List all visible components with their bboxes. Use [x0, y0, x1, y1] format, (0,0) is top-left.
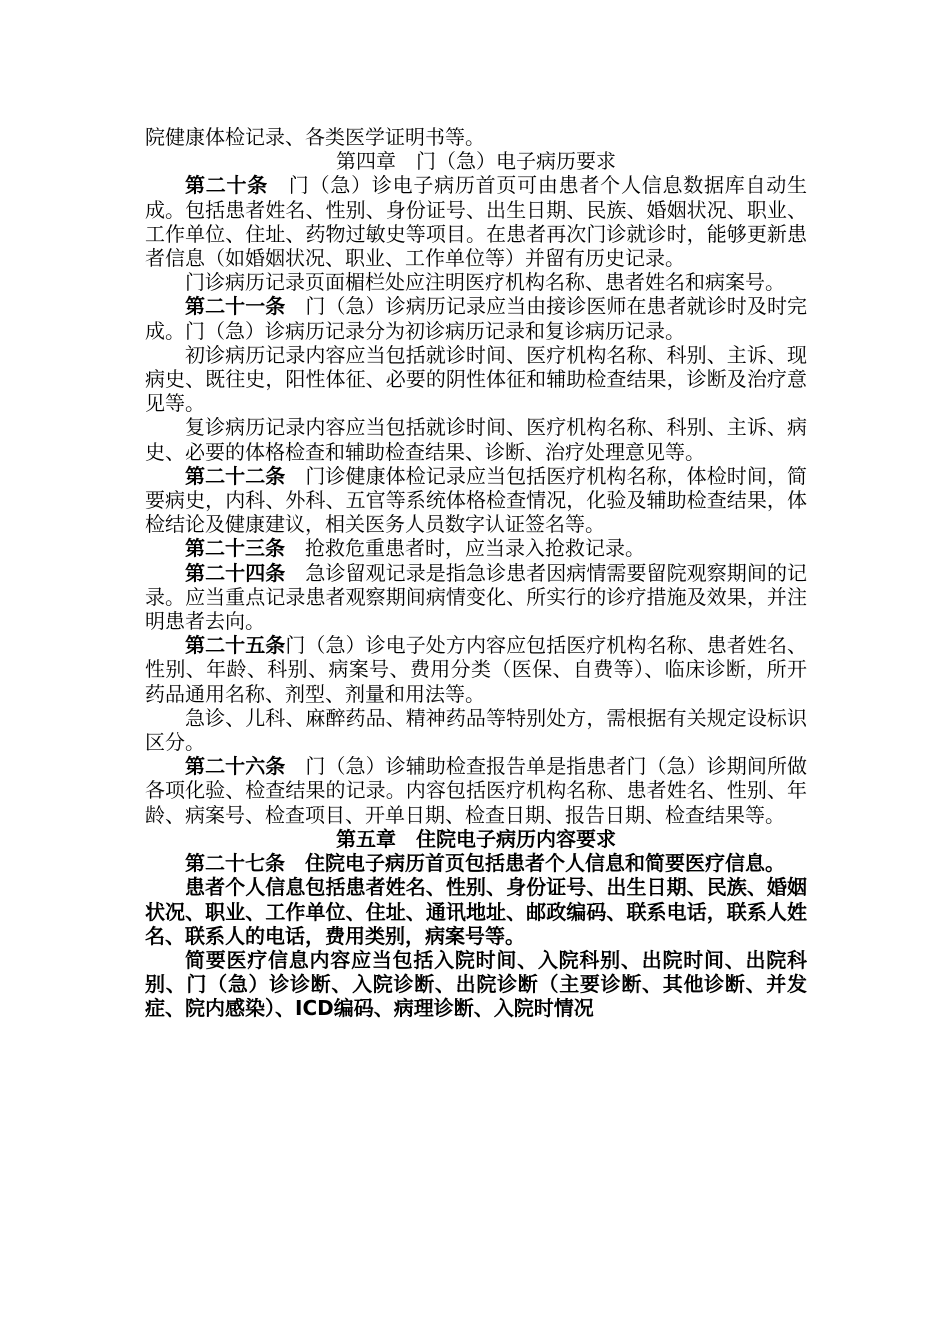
paragraph-text: 患者个人信息包括患者姓名、性别、身份证号、出生日期、民族、婚姻状况、职业、工作单位、住址、通讯地址、邮政编码、联系电话，联系人姓名、联系人的电话，费用类别，病案号等。: [145, 875, 807, 948]
article-text: 门（急）诊电子处方内容应包括医疗机构名称、患者姓名、性别、年龄、科别、病案号、费用分类（医保、自费等）、临床诊断，所开药品通用名称、剂型、剂量和用法等。: [145, 633, 808, 706]
article-text: 门（急）诊病历记录应当由接诊医师在患者就诊时及时完成。门（急）诊病历记录分为初诊病历记录和复诊病历记录。: [145, 294, 808, 343]
paragraph-text: 院健康体检记录、各类医学证明书等。: [145, 125, 485, 149]
paragraph-text: 急诊、儿科、麻醉药品、精神药品等特别处方，需根据有关规定设标识区分。: [145, 705, 807, 755]
article-number: 第二十一条: [185, 294, 286, 319]
article-text: 门（急）诊电子病历首页可由患者个人信息数据库自动生成。包括患者姓名、性别、身份证号、出生日期、民族、婚姻状况、职业、工作单位、住址、药物过敏史等项目。在患者再次门诊就诊时，能够更新患者信息（如婚姻状况、职业、工作单位等）并留有历史记录。: [145, 173, 808, 271]
paragraph-15: [145, 875, 807, 948]
paragraph-5: [145, 343, 807, 416]
article-21: [145, 294, 807, 342]
article-number: 第二十四条: [185, 560, 286, 585]
paragraph-11: [145, 706, 807, 754]
document-page: [145, 125, 807, 1021]
article-27: [145, 851, 807, 875]
article-text: 急诊留观记录是指急诊患者因病情需要留院观察期间的记录。应当重点记录患者观察期间病情变化、所实行的诊疗措施及效果，并注明患者去向。: [145, 560, 808, 634]
article-number: 第二十二条: [185, 463, 286, 488]
article-text: 抢救危重患者时，应当录入抢救记录。: [285, 536, 645, 561]
paragraph-3: [145, 270, 807, 294]
article-number: 第二十六条: [185, 754, 286, 779]
paragraph-text: 门诊病历记录页面楣栏处应注明医疗机构名称、患者姓名和病案号。: [185, 270, 785, 295]
paragraph-text: 简要医疗信息内容应当包括入院时间、入院科别、出院时间、出院科别、门（急）诊诊断、入院诊断、出院诊断（主要诊断、其他诊断、并发症、院内感染）、ICD编码、病理诊断、入院时情况: [145, 947, 807, 1021]
paragraph-text: 复诊病历记录内容应当包括就诊时间、医疗机构名称、科别、主诉、病史、必要的体格检查和辅助检查结果、诊断、治疗处理意见等。: [145, 415, 807, 464]
article-22: [145, 464, 807, 537]
paragraph-16: [145, 948, 807, 1021]
article-number: 第二十五条: [185, 633, 286, 658]
article-23: [145, 536, 807, 560]
chapter-heading-5: [145, 827, 807, 851]
article-26: [145, 754, 807, 827]
article-20: [145, 173, 807, 270]
heading-text: 第四章 门（急）电子病历要求: [336, 149, 616, 174]
heading-text: 第五章 住院电子病历内容要求: [336, 826, 616, 851]
article-25: [145, 633, 807, 706]
article-text: 门诊健康体检记录应当包括医疗机构名称，体检时间，简要病史，内科、外科、五官等系统体格检查情况，化验及辅助检查结果，体检结论及健康建议，相关医务人员数字认证签名等。: [145, 463, 808, 537]
paragraph-6: [145, 415, 807, 463]
article-text: 门（急）诊辅助检查报告单是指患者门（急）诊期间所做各项化验、检查结果的记录。内容包括医疗机构名称、患者姓名、性别、年龄、病案号、检查项目、开单日期、检查日期、报告日期、检查结果等。: [145, 754, 808, 827]
chapter-heading-4: [145, 149, 807, 173]
article-24: [145, 561, 807, 634]
article-number: 第二十条: [185, 173, 269, 198]
paragraph-0: [145, 125, 807, 149]
paragraph-text: 初诊病历记录内容应当包括就诊时间、医疗机构名称、科别、主诉、现病史、既往史，阳性体征、必要的阴性体征和辅助检查结果，诊断及治疗意见等。: [145, 342, 807, 416]
article-number: 第二十三条: [185, 536, 285, 561]
article-text: 第二十七条 住院电子病历首页包括患者个人信息和简要医疗信息。: [185, 851, 785, 876]
